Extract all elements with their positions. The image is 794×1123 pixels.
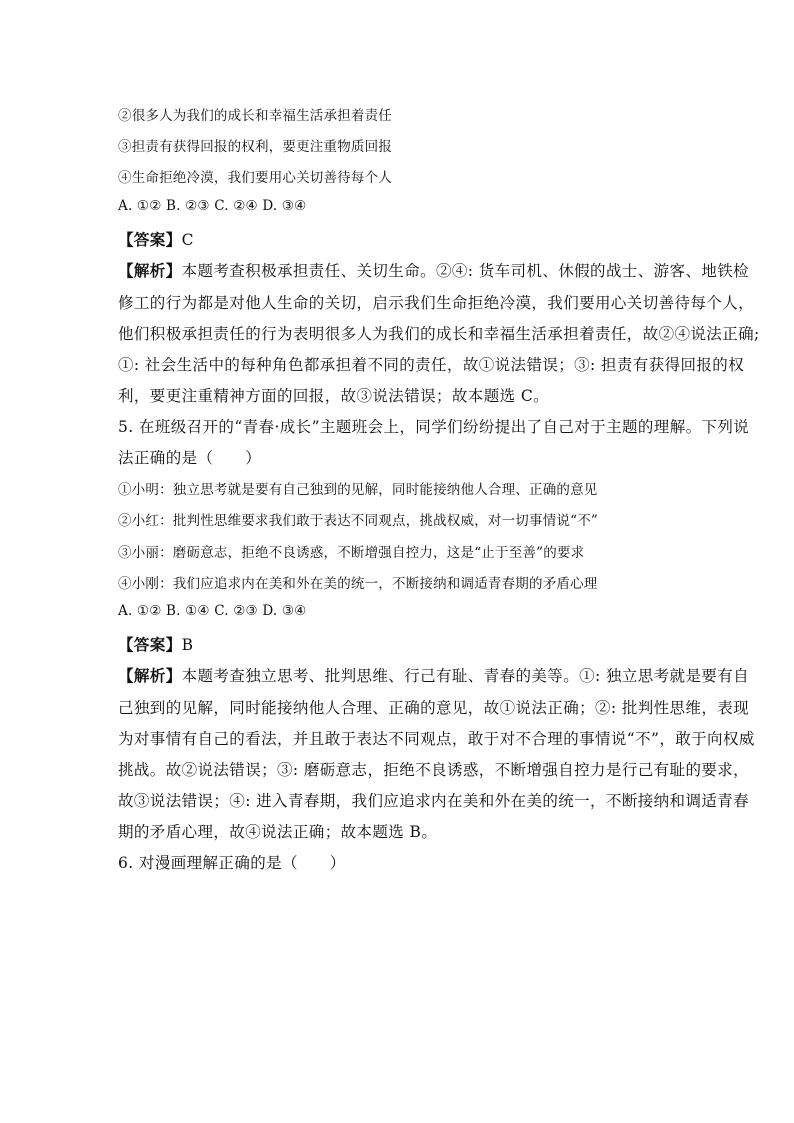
q5-analysis-line: 【解析】本题考查独立思考、批判思维、行己有耻、青春的美等。①: 独立思考就是要有自 <box>118 666 750 685</box>
q5-option-1: ①小明：独立思考就是要有自己独到的见解，同时能接纳他人合理、正确的意见 <box>118 482 598 498</box>
q5-analysis-line: 挑战。故②说法错误；③: 磨砺意志，拒绝不良诱惑，不断增强自控力是行己有耻的要求， <box>118 761 750 779</box>
q4-analysis-line: 修工的行为都是对他人生命的关切，启示我们生命拒绝冷漠，我们要用心关切善待每个人， <box>118 294 755 312</box>
answer-label: 【答案】 <box>118 635 182 654</box>
q5-answer <box>118 633 193 655</box>
q6-stem: 6. 对漫画理解正确的是（ ） <box>118 854 346 872</box>
q4-choices: A. ①② B. ②③ C. ②④ D. ③④ <box>118 198 307 214</box>
answer-value: C <box>181 231 194 249</box>
q4-answer <box>118 228 194 250</box>
q4-option-2: ②很多人为我们的成长和幸福生活承担着责任 <box>118 108 392 124</box>
q5-option-4: ④小刚：我们应追求内在美和外在美的统一，不断接纳和调适青春期的矛盾心理 <box>118 576 598 592</box>
q4-option-4: ④生命拒绝冷漠，我们要用心关切善待每个人 <box>118 170 392 186</box>
q4-analysis-line: 利，要更注重精神方面的回报，故③说法错误；故本题选 C。 <box>118 387 549 405</box>
q5-analysis-line: 为对事情有自己的看法，并且敢于表达不同观点，敢于对不合理的事情说“不”，敢于向权威 <box>118 730 755 748</box>
q5-analysis-line: 故③说法错误；④: 进入青春期，我们应追求内在美和外在美的统一，不断接纳和调适青春 <box>118 792 750 810</box>
q5-option-2: ②小红：批判性思维要求我们敢于表达不同观点，挑战权威，对一切事情说“不” <box>118 513 599 529</box>
q5-option-3: ③小丽：磨砺意志，拒绝不良诱惑，不断增强自控力，这是“止于至善”的要求 <box>118 545 585 561</box>
answer-label: 【答案】 <box>118 230 182 249</box>
q5-stem-line: 法正确的是（ ） <box>118 449 262 467</box>
q4-analysis-line: ①: 社会生活中的每种角色都承担着不同的责任，故①说法错误；③: 担责有获得回报的权 <box>118 356 745 374</box>
q5-analysis-line: 己独到的见解，同时能接纳他人合理、正确的意见，故①说法正确；②: 批判性思维，表现 <box>118 699 750 717</box>
q4-analysis-line: 他们积极承担责任的行为表明很多人为我们的成长和幸福生活承担着责任，故②④说法正确; <box>118 325 760 343</box>
analysis-label: 【解析】 <box>118 261 182 280</box>
q5-analysis-line: 期的矛盾心理，故④说法正确；故本题选 B。 <box>118 823 438 841</box>
answer-value: B <box>181 636 194 654</box>
q5-choices: A. ①② B. ①④ C. ②③ D. ③④ <box>118 603 307 619</box>
q4-analysis-line: 【解析】本题考查积极承担责任、关切生命。②④: 货车司机、休假的战士、游客、地铁检 <box>118 261 750 280</box>
analysis-label: 【解析】 <box>118 666 182 685</box>
q4-option-3: ③担责有获得回报的权利，要更注重物质回报 <box>118 139 392 155</box>
q5-stem-line: 5. 在班级召开的“青春·成长”主题班会上，同学们纷纷提出了自己对于主题的理解。下列说 <box>118 418 750 436</box>
